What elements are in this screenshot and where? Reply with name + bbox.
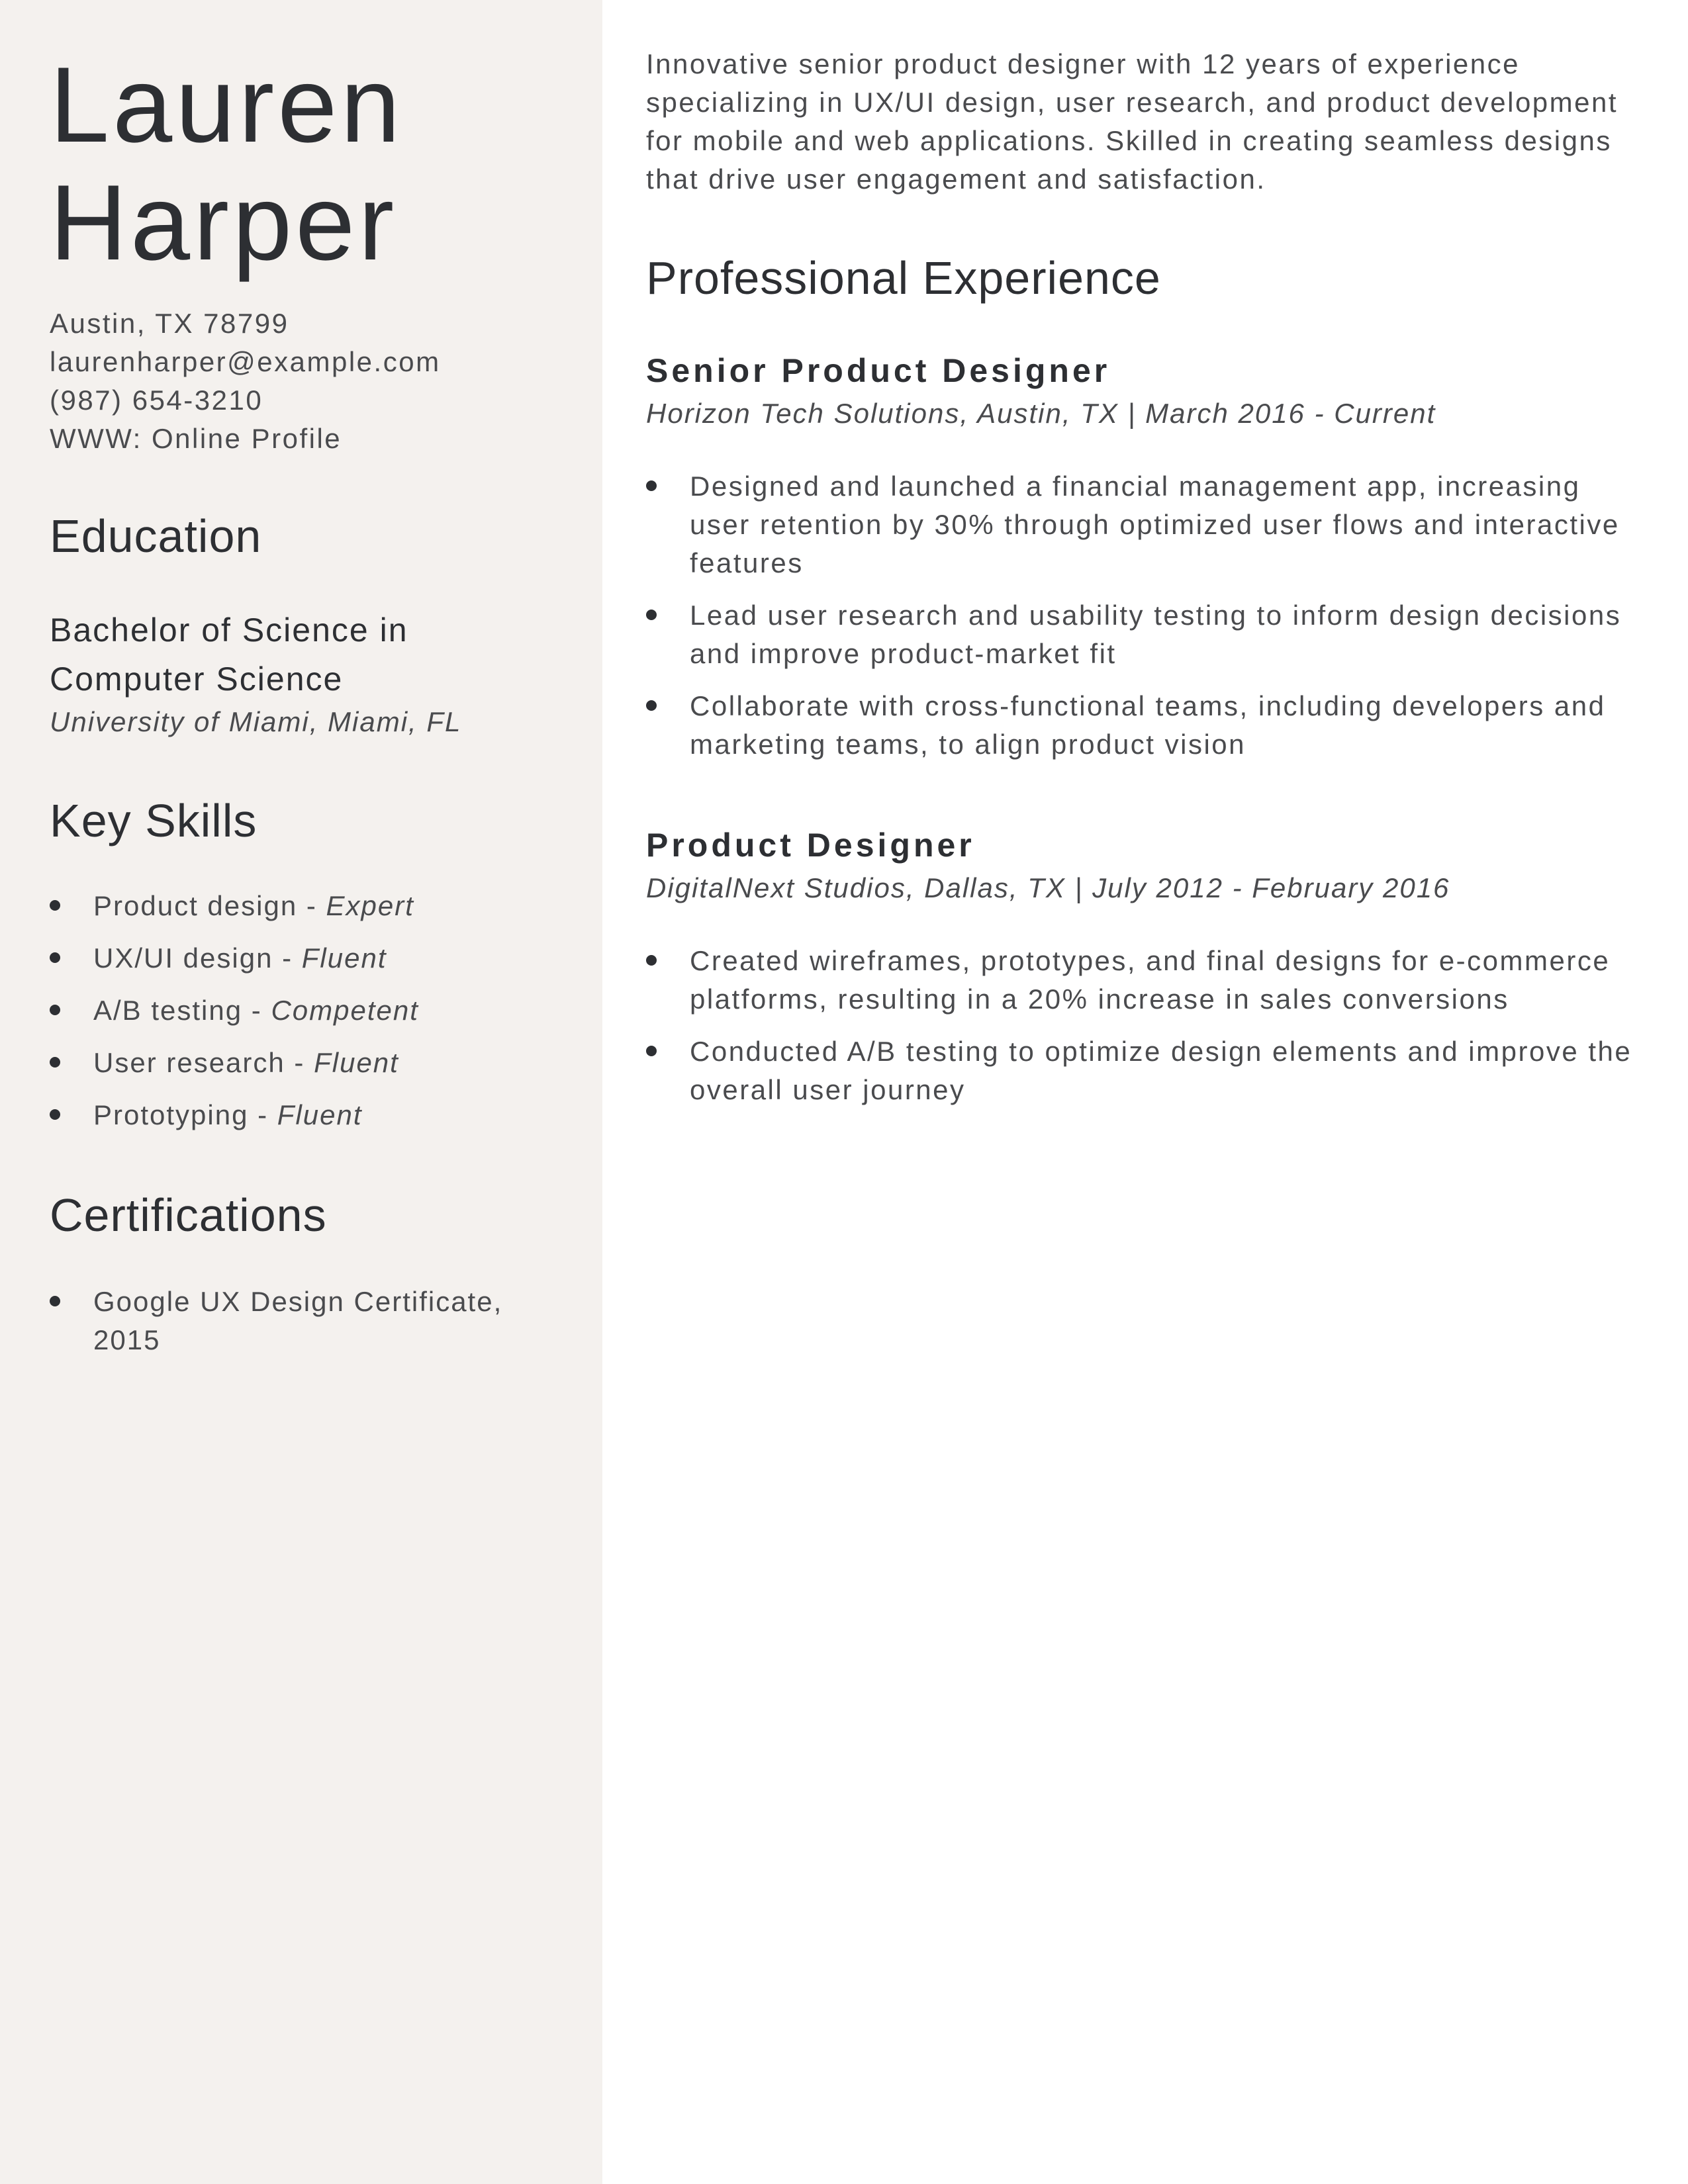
skill-separator: - — [273, 942, 302, 974]
job-meta: DigitalNext Studios, Dallas, TX | July 2012 - February 2016 — [646, 872, 1450, 903]
first-name: Lauren — [50, 45, 404, 165]
skill-name: Product design — [93, 890, 298, 921]
skill-level: Expert — [326, 890, 414, 921]
bullet-icon — [50, 1296, 60, 1306]
skill-separator: - — [297, 890, 326, 921]
certification-item — [50, 1283, 513, 1359]
skill-item — [50, 887, 553, 939]
contact-block — [50, 304, 441, 458]
education-heading: Education — [50, 510, 262, 562]
contact-phone: (987) 654-3210 — [50, 385, 263, 416]
bullet-icon — [646, 480, 657, 491]
job-meta: Horizon Tech Solutions, Austin, TX | March 2016 - Current — [646, 398, 1436, 429]
job-bullets — [646, 942, 1642, 1123]
skill-item — [50, 991, 553, 1044]
job-bullet-text: Created wireframes, prototypes, and final designs for e-commerce platforms, resulting in a 20% increase in sales conversions — [690, 945, 1611, 1015]
skill-item — [50, 1044, 553, 1096]
skill-separator: - — [242, 995, 271, 1026]
school: University of Miami, Miami, FL — [50, 706, 462, 737]
job-title: Senior Product Designer — [646, 352, 1111, 389]
bullet-icon — [50, 952, 60, 963]
job-bullet-text: Collaborate with cross-functional teams, including developers and marketing teams, to align product vision — [690, 690, 1606, 760]
skill-name: Prototyping — [93, 1099, 249, 1130]
certification-text: Google UX Design Certificate, 2015 — [93, 1286, 503, 1355]
job-bullet — [646, 467, 1642, 582]
skill-separator: - — [285, 1047, 314, 1078]
certifications-list — [50, 1283, 513, 1359]
skill-name: User research — [93, 1047, 285, 1078]
skill-item — [50, 1096, 553, 1148]
professional-summary: Innovative senior product designer with 12 years of experience specializing in UX/UI design, user research, and product development for mobile and web applications. Skilled in creating seamless designs that drive user engagement and satisfaction. — [646, 48, 1618, 195]
skills-list — [50, 887, 553, 1148]
bullet-icon — [646, 955, 657, 966]
skill-separator: - — [248, 1099, 277, 1130]
bullet-icon — [50, 1057, 60, 1068]
job-bullet — [646, 687, 1642, 764]
job-bullet-text: Conducted A/B testing to optimize design elements and improve the overall user journey — [690, 1036, 1632, 1105]
candidate-name — [50, 46, 403, 282]
job-bullet-text: Lead user research and usability testing to inform design decisions and improve product-market fit — [690, 600, 1622, 669]
job-bullet — [646, 1032, 1642, 1109]
experience-heading: Professional Experience — [646, 252, 1161, 304]
contact-website: WWW: Online Profile — [50, 423, 342, 454]
skill-name: UX/UI design — [93, 942, 273, 974]
job-bullet — [646, 596, 1642, 673]
skill-level: Competent — [271, 995, 419, 1026]
job-bullets — [646, 467, 1642, 778]
skill-level: Fluent — [277, 1099, 363, 1130]
bullet-icon — [50, 1109, 60, 1120]
skills-heading: Key Skills — [50, 795, 258, 846]
bullet-icon — [50, 900, 60, 911]
degree — [50, 606, 553, 704]
degree-line-1: Bachelor of Science in — [50, 612, 408, 649]
degree-line-2: Computer Science — [50, 660, 344, 698]
job-bullet-text: Designed and launched a financial management app, increasing user retention by 30% through optimized user flows and interactive features — [690, 471, 1620, 578]
bullet-icon — [646, 700, 657, 711]
job-bullet — [646, 942, 1642, 1019]
certifications-heading: Certifications — [50, 1189, 327, 1241]
skill-name: A/B testing — [93, 995, 243, 1026]
contact-email: laurenharper@example.com — [50, 346, 441, 377]
skill-level: Fluent — [301, 942, 387, 974]
skill-item — [50, 939, 553, 991]
bullet-icon — [646, 610, 657, 620]
bullet-icon — [50, 1005, 60, 1015]
last-name: Harper — [50, 163, 398, 283]
contact-address: Austin, TX 78799 — [50, 308, 289, 339]
bullet-icon — [646, 1046, 657, 1056]
job-title: Product Designer — [646, 827, 975, 864]
skill-level: Fluent — [314, 1047, 399, 1078]
